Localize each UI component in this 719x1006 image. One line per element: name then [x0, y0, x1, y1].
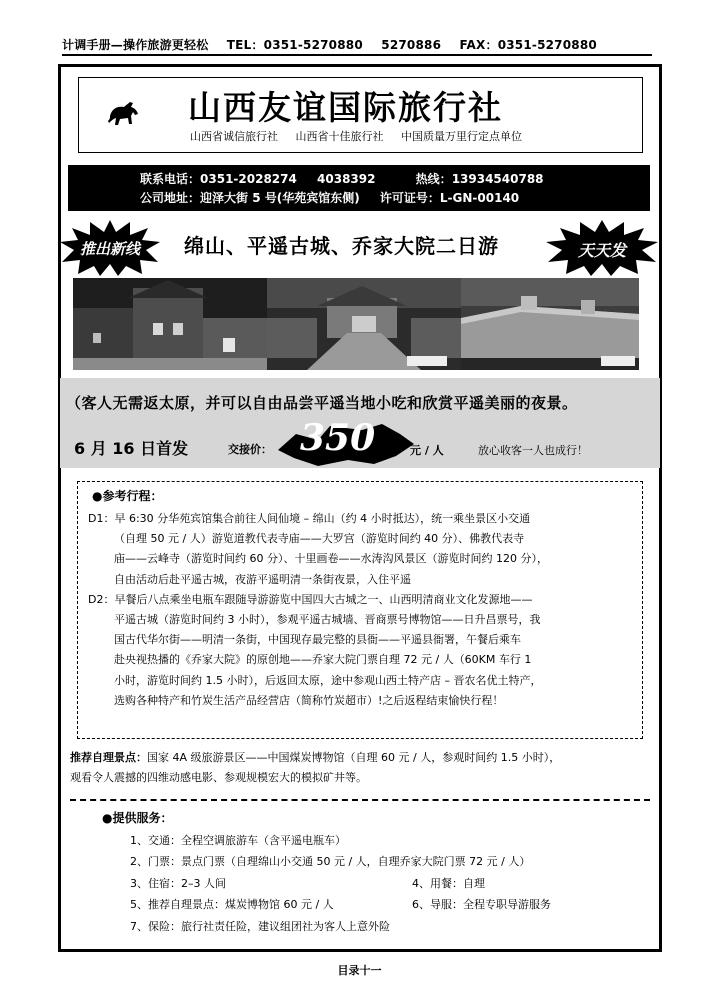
- subtitle-1: 山西省诚信旅行社: [190, 130, 278, 143]
- contact-bar: [68, 165, 650, 211]
- promo-tagline: （客人无需返太原，并可以自由品尝平遥当地小吃和欣赏平遥美丽的夜景。: [66, 394, 578, 412]
- service-row-pair: [92, 873, 632, 895]
- photo-night-street: [73, 278, 267, 370]
- new-route-badge: [60, 220, 160, 276]
- service-item: 6、导服：全程专职导游服务: [412, 898, 551, 912]
- subtitle-2: 山西省十佳旅行社: [295, 130, 384, 143]
- contact-line-1: [140, 170, 650, 189]
- fax-label: FAX：: [459, 38, 498, 52]
- itinerary-lines: [88, 509, 636, 711]
- phone-1: 0351-2028274: [200, 172, 297, 186]
- phone-2: 4038392: [317, 172, 376, 186]
- service-item: 2、门票：景点门票（自理绵山小交通 50 元 / 人，自理乔家大院门票 72 元 / 人）: [130, 855, 531, 869]
- phone-label: 联系电话：: [140, 172, 201, 186]
- photo-ancient-street: [267, 278, 461, 370]
- services-section: [92, 808, 632, 938]
- day1-line: D1：早 6:30 分华苑宾馆集合前往人间仙境 – 绵山（约 4 小时抵达），统一乘坐景区小交通: [88, 512, 531, 525]
- price-unit: 元 / 人: [410, 444, 444, 457]
- route-title: 绵山、平遥古城、乔家大院二日游: [184, 234, 499, 258]
- subtitle-3: 中国质量万里行定点单位: [401, 130, 522, 143]
- fax-number: 0351-5270880: [497, 38, 597, 52]
- license-label: 许可证号：: [379, 191, 440, 205]
- services-heading: ●提供服务：: [102, 811, 173, 825]
- tel-number-1: 0351-5270880: [263, 38, 363, 52]
- service-item: 3、住宿：2–3 人间: [130, 876, 226, 890]
- day1-line: （自理 50 元 / 人）游览道教代表寺庙——大罗宫（游览时间约 40 分）、佛教代表寺: [114, 532, 525, 546]
- day2-line: D2：早餐后八点乘坐电瓶车跟随导游游览中国四大古城之一、山西明清商业文化发源地——: [88, 592, 533, 606]
- day2-line: 小时，游览时间约 1.5 小时），后返回太原，途中参观山西土特产店 – 晋农名优土特产，: [114, 673, 542, 687]
- service-item: 4、用餐：自理: [412, 876, 485, 890]
- service-item: 5、推荐自理景点：煤炭博物馆 60 元 / 人: [130, 898, 334, 912]
- recommend-label: 推荐自理景点：: [70, 751, 147, 764]
- tel-number-2: 5270886: [381, 38, 442, 52]
- service-item: 7、保险：旅行社责任险，建议组团社为客人上意外险: [130, 919, 390, 933]
- photo-strip: [73, 278, 639, 370]
- day2-line: 赴央视热播的《乔家大院》的原创地——乔家大院门票自理 72 元 / 人（60KM 车行 1: [114, 653, 532, 667]
- slogan: 计调手册—操作旅游更轻松: [62, 38, 209, 52]
- itinerary-heading: ●参考行程：: [92, 489, 163, 503]
- day2-line: 选购各种特产和竹炭生活产品经营店（简称竹炭超市）!之后返程结束愉快行程！: [114, 693, 504, 707]
- license: L-GN-00140: [439, 191, 520, 205]
- top-contact-bar: [62, 34, 652, 56]
- photo-city-wall: [461, 278, 639, 370]
- service-row-pair: [92, 894, 632, 916]
- recommend-text-1: 国家 4A 级旅游景区——中国煤炭博物馆（自理 60 元 / 人，参观时间约 1.5 小时），: [147, 751, 561, 764]
- hotline: 13934540788: [451, 172, 544, 186]
- daily-departure-badge: [546, 220, 658, 276]
- agency-subtitles: [190, 128, 536, 144]
- recommended-attractions: [70, 748, 650, 788]
- recommend-line-1: [70, 748, 650, 768]
- route-banner: [60, 220, 660, 276]
- day2-line: 国古代华尔街——明清一条街，中国现存最完整的县衙——平遥县衙署，午餐后乘车: [114, 633, 521, 647]
- service-item: 1、交通：全程空调旅游车（含平遥电瓶车）: [130, 833, 346, 847]
- price-label: 交接价：: [228, 443, 272, 456]
- day2-line: 平遥古城（游览时间约 3 小时），参观平遥古城墙、晋商票号博物馆——日升昌票号，我: [114, 613, 541, 627]
- page-footer: 目录十一: [337, 964, 382, 977]
- address-label: 公司地址：: [140, 191, 201, 205]
- hotline-label: 热线：: [415, 172, 452, 186]
- first-departure-date: 6 月 16 日首发: [74, 439, 189, 458]
- reassurance-note: 放心收客一人也成行！: [478, 444, 588, 457]
- recommend-text-2: 观看令人震撼的四维动感电影、参观规模宏大的模拟矿井等。: [70, 771, 367, 784]
- dashed-divider: [70, 799, 650, 801]
- horse-logo-icon: [106, 94, 142, 130]
- new-route-badge-label: 推出新线: [79, 240, 140, 258]
- contact-line-2: [140, 189, 650, 208]
- tel-label: TEL：: [226, 38, 264, 52]
- price-value: 350: [300, 417, 376, 459]
- daily-departure-badge-label: 天天发: [577, 241, 626, 260]
- address: 迎泽大街 5 号(华苑宾馆东侧): [200, 191, 360, 205]
- day1-line: 自由活动后赴平遥古城，夜游平遥明清一条街夜景，入住平遥: [114, 572, 411, 586]
- day1-line: 庙——云峰寺（游览时间约 60 分）、十里画卷——水涛沟风景区（游览时间约 120 分），: [114, 552, 548, 566]
- agency-name: 山西友谊国际旅行社: [188, 88, 503, 127]
